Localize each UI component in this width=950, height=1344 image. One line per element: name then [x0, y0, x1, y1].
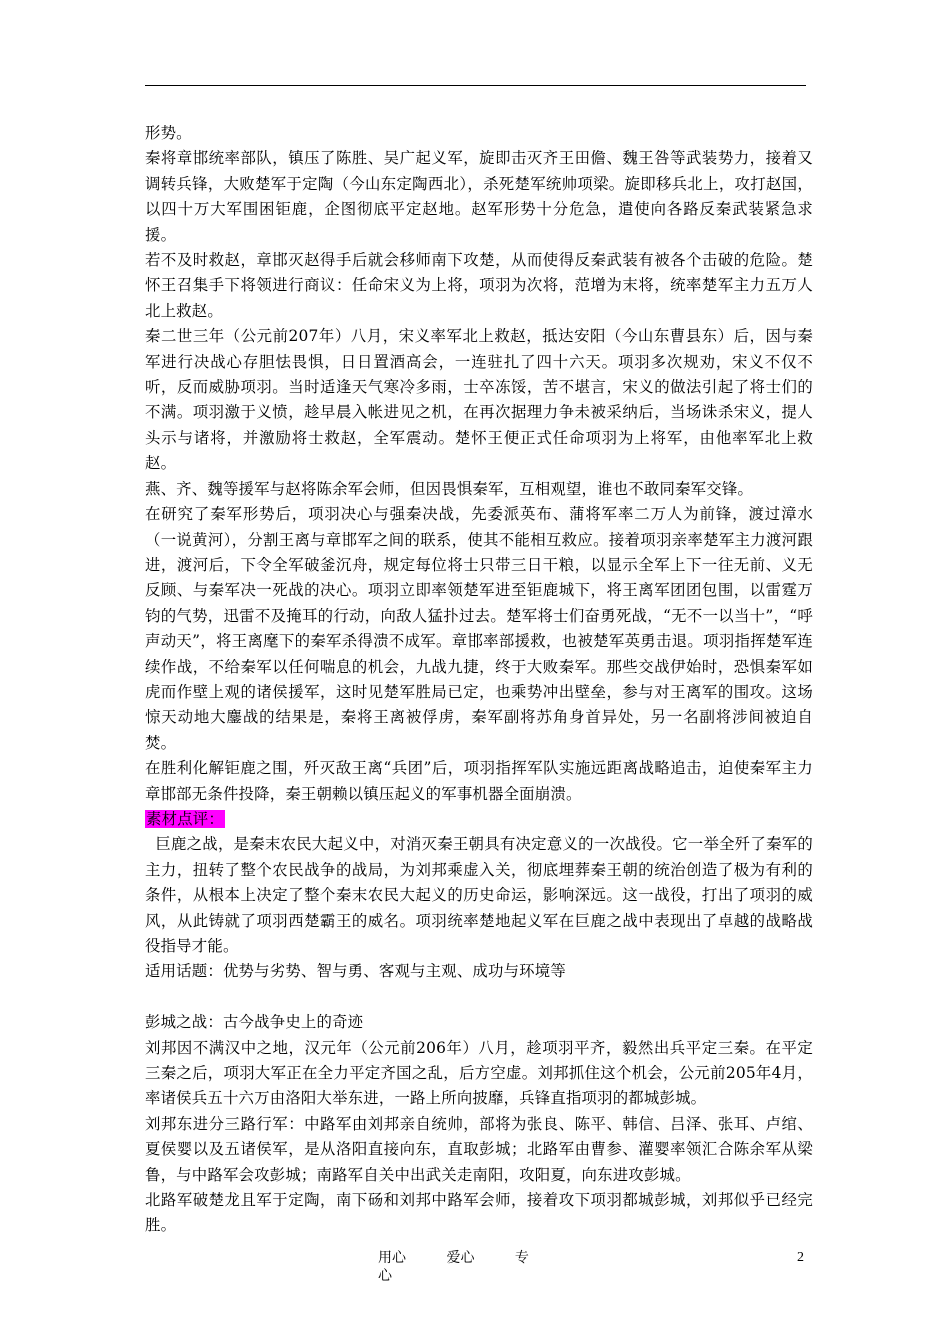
- paragraph: 形势。: [145, 124, 192, 142]
- comment-text: 巨鹿之战，是秦末农民大起义中，对消灭秦王朝具有决定意义的一次战役。它一举全歼了秦军的主力，扭转了整个农民战争的战局，为刘邦乘虚入关，彻底埋葬秦王朝的统治创造了极为有利的条件，从根本上决定了整个秦末农民大起义的历史命运，影响深远。这一战役，打出了项羽的威风，从此铸就了项羽西楚霸王的威名。项羽统率楚地起义军在巨鹿之战中表现出了卓越的战略战役指导才能。: [145, 835, 813, 955]
- blank-line: [145, 985, 813, 1010]
- footer-mottos: [378, 1249, 578, 1285]
- paragraph: 北路军破楚龙且军于定陶，南下砀和刘邦中路军会师，接着攻下项羽都城彭城，刘邦似乎已经完胜。: [145, 1191, 813, 1235]
- paragraph: 在研究了秦军形势后，项羽决心与强秦决战，先委派英布、蒲将军率二万人为前锋，渡过漳水（一说黄河），分割王离与章邯军之间的联系，使其不能相互救应。接着项羽亲率楚军主力渡河跟进，渡河后，下令全军破釜沉舟，规定每位将士只带三日干粮，以显示全军上下一往无前、义无反顾、与秦军决一死战的决心。项羽立即率领楚军进至钜鹿城下，将王离军团团包围，以雷霆万钧的气势，迅雷不及掩耳的行动，向敌人猛扑过去。楚军将士们奋勇死战，“无不一以当十”，“呼声动天”，将王离麾下的秦军杀得溃不成军。章邯率部援救，也被楚军英勇击退。项羽指挥楚军连续作战，不给秦军以任何喘息的机会，九战九捷，终于大败秦军。那些交战伊始时，恐惧秦军如虎而作壁上观的诸侯援军，这时见楚军胜局已定，也乘势冲出壁垒，参与对王离军的围攻。这场惊天动地大鏖战的结果是，秦将王离被俘虏，秦军副将苏角身首异处，另一名副将涉间被迫自焚。: [145, 505, 813, 752]
- paragraph: 秦将章邯统率部队，镇压了陈胜、吴广起义军，旋即击灭齐王田儋、魏王咎等武装势力，接着又调转兵锋，大败楚军于定陶（今山东定陶西北），杀死楚军统帅项梁。旋即移兵北上，攻打赵国，以四十万大军围困钜鹿，企图彻底平定赵地。赵军形势十分危急，遣使向各路反秦武装紧急求援。: [145, 149, 813, 244]
- comment-label: 素材点评：: [146, 809, 224, 828]
- footer-motto: 用心: [378, 1250, 406, 1266]
- paragraph: 刘邦因不满汉中之地，汉元年（公元前206年）八月，趁项羽平齐，毅然出兵平定三秦。在平定三秦之后，项羽大军正在全力平定齐国之乱，后方空虚。刘邦抓住这个机会，公元前205年4月，率诸侯兵五十六万由洛阳大举东进，一路上所向披靡，兵锋直指项羽的都城彭城。: [145, 1038, 813, 1108]
- paragraph: 秦二世三年（公元前207年）八月，宋义率军北上救赵，抵达安阳（今山东曹县东）后，因与秦军进行决战心存胆怯畏惧，日日置酒高会，一连驻扎了四十六天。项羽多次规劝，宋义不仅不听，反而威胁项羽。当时适逢天气寒冷多雨，士卒冻馁，苦不堪言，宋义的做法引起了将士们的不满。项羽激于义愤，趁早晨入帐进见之机，在再次据理力争未被采纳后，当场诛杀宋义，提人头示与诸将，并激励将士救赵，全军震动。楚怀王便正式任命项羽为上将军，由他率军北上救赵。: [145, 327, 813, 473]
- paragraph: 刘邦东进分三路行军：中路军由刘邦亲自统帅，部将为张良、陈平、韩信、吕泽、张耳、卢绾、夏侯婴以及五诸侯军，是从洛阳直接向东，直取彭城；北路军由曹参、灌婴率领汇合陈余军从梁鲁，与中路军会攻彭城；南路军自关中出武关走南阳，攻阳夏，向东进攻彭城。: [145, 1114, 813, 1184]
- page-number: 2: [797, 1250, 804, 1265]
- paragraph: 在胜利化解钜鹿之围，歼灭敌王离“兵团”后，项羽指挥军队实施远距离战略追击，迫使秦军主力章邯部无条件投降，秦王朝赖以镇压起义的军事机器全面崩溃。: [145, 759, 813, 803]
- paragraph: 燕、齐、魏等援军与赵将陈余军会师，但因畏惧秦军，互相观望，谁也不敢同秦军交锋。: [145, 479, 754, 498]
- footer-motto: 专心: [378, 1250, 529, 1284]
- header-rule: [145, 85, 806, 86]
- comment-label-line: [145, 807, 813, 832]
- footer-motto: 爱心: [446, 1250, 475, 1266]
- topics-line: 适用话题：优势与劣势、智与勇、客观与主观、成功与环境等: [145, 962, 566, 981]
- section-title: 彭城之战：古今战争史上的奇迹: [145, 1013, 364, 1032]
- paragraph: 若不及时救赵，章邯灭赵得手后就会移师南下攻楚，从而使得反秦武装有被各个击破的危险。楚怀王召集手下将领进行商议：任命宋义为上将，项羽为次将，范增为末将，统率楚军主力五万人北上救赵。: [145, 251, 813, 320]
- document-body: [145, 121, 813, 1239]
